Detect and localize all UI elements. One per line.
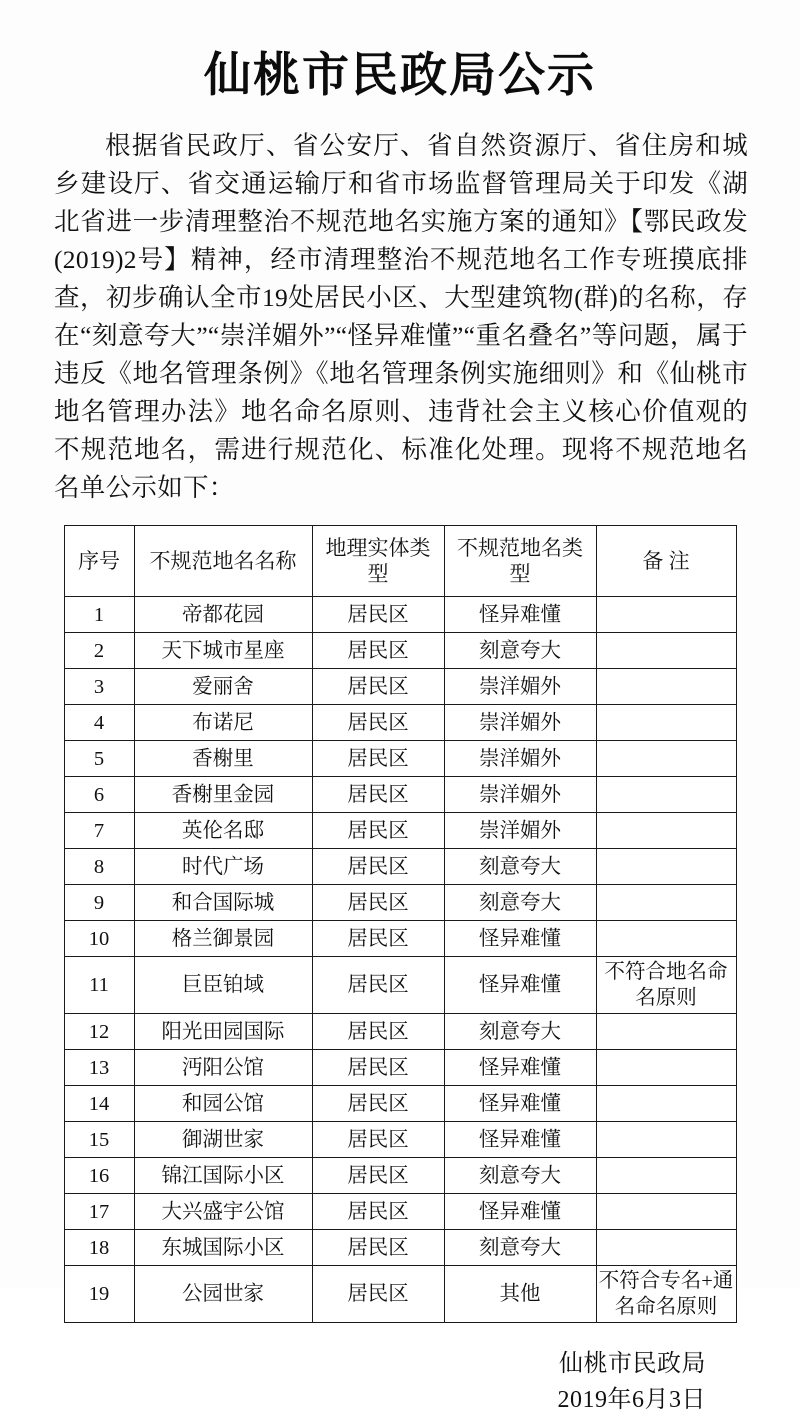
cell-entity-type: 居民区	[312, 669, 444, 705]
table-header	[64, 526, 736, 597]
cell-name: 巨臣铂域	[134, 957, 312, 1014]
table-row	[64, 813, 736, 849]
cell-remark	[596, 1158, 736, 1194]
cell-name: 御湖世家	[134, 1122, 312, 1158]
cell-index: 17	[64, 1194, 134, 1230]
table-row	[64, 849, 736, 885]
cell-index: 13	[64, 1050, 134, 1086]
cell-remark	[596, 921, 736, 957]
cell-name: 爱丽舍	[134, 669, 312, 705]
table-row	[64, 1266, 736, 1323]
cell-remark	[596, 777, 736, 813]
cell-entity-type: 居民区	[312, 1158, 444, 1194]
table-row	[64, 741, 736, 777]
cell-issue-type: 刻意夸大	[444, 633, 596, 669]
cell-issue-type: 怪异难懂	[444, 1050, 596, 1086]
column-header-issue: 不规范地名类型	[444, 526, 596, 597]
cell-remark	[596, 885, 736, 921]
cell-entity-type: 居民区	[312, 1266, 444, 1323]
cell-index: 15	[64, 1122, 134, 1158]
cell-index: 16	[64, 1158, 134, 1194]
cell-index: 5	[64, 741, 134, 777]
table-row	[64, 1050, 736, 1086]
notice-paragraph: 根据省民政厅、省公安厅、省自然资源厅、省住房和城乡建设厅、省交通运输厅和省市场监督管理局关于印发《湖北省进一步清理整治不规范地名实施方案的通知》【鄂民政发(2019)2号】精神，经市清理整治不规范地名工作专班摸底排查，初步确认全市19处居民小区、大型建筑物(群)的名称，存在“刻意夸大”“崇洋媚外”“怪异难懂”“重名叠名”等问题，属于违反《地名管理条例》《地名管理条例实施细则》和《仙桃市地名管理办法》地名命名原则、违背社会主义核心价值观的不规范地名，需进行规范化、标准化处理。现将不规范地名名单公示如下：	[54, 131, 748, 502]
cell-issue-type: 怪异难懂	[444, 1194, 596, 1230]
column-header-remark: 备 注	[596, 526, 736, 597]
cell-remark	[596, 813, 736, 849]
cell-remark	[596, 1230, 736, 1266]
cell-name: 香榭里金园	[134, 777, 312, 813]
cell-entity-type: 居民区	[312, 921, 444, 957]
table-header-row	[64, 526, 736, 597]
cell-index: 14	[64, 1086, 134, 1122]
cell-index: 10	[64, 921, 134, 957]
cell-remark	[596, 1122, 736, 1158]
cell-remark	[596, 633, 736, 669]
cell-name: 东城国际小区	[134, 1230, 312, 1266]
cell-index: 8	[64, 849, 134, 885]
cell-entity-type: 居民区	[312, 633, 444, 669]
table-row	[64, 885, 736, 921]
cell-remark	[596, 741, 736, 777]
cell-entity-type: 居民区	[312, 705, 444, 741]
cell-name: 帝都花园	[134, 597, 312, 633]
cell-issue-type: 怪异难懂	[444, 1086, 596, 1122]
cell-index: 18	[64, 1230, 134, 1266]
cell-issue-type: 刻意夸大	[444, 1158, 596, 1194]
cell-remark: 不符合地名命名原则	[596, 957, 736, 1014]
cell-entity-type: 居民区	[312, 885, 444, 921]
cell-remark	[596, 1050, 736, 1086]
cell-name: 锦江国际小区	[134, 1158, 312, 1194]
cell-index: 11	[64, 957, 134, 1014]
cell-remark	[596, 705, 736, 741]
cell-entity-type: 居民区	[312, 1086, 444, 1122]
cell-issue-type: 崇洋媚外	[444, 705, 596, 741]
cell-issue-type: 崇洋媚外	[444, 669, 596, 705]
cell-name: 和合国际城	[134, 885, 312, 921]
cell-entity-type: 居民区	[312, 597, 444, 633]
column-header-index: 序号	[64, 526, 134, 597]
table-row	[64, 1158, 736, 1194]
table-body	[64, 597, 736, 1323]
cell-issue-type: 崇洋媚外	[444, 741, 596, 777]
table-row	[64, 1014, 736, 1050]
cell-entity-type: 居民区	[312, 741, 444, 777]
table-row	[64, 957, 736, 1014]
table-row	[64, 705, 736, 741]
cell-index: 9	[64, 885, 134, 921]
cell-index: 3	[64, 669, 134, 705]
table-row	[64, 777, 736, 813]
cell-name: 布诺尼	[134, 705, 312, 741]
table-row	[64, 597, 736, 633]
cell-index: 7	[64, 813, 134, 849]
cell-issue-type: 怪异难懂	[444, 921, 596, 957]
cell-remark	[596, 1086, 736, 1122]
cell-remark	[596, 597, 736, 633]
cell-entity-type: 居民区	[312, 1230, 444, 1266]
signature-organization: 仙桃市民政局	[559, 1351, 706, 1377]
cell-issue-type: 其他	[444, 1266, 596, 1323]
cell-name: 公园世家	[134, 1266, 312, 1323]
signature-date: 2019年6月3日	[557, 1387, 706, 1413]
cell-entity-type: 居民区	[312, 1014, 444, 1050]
cell-name: 大兴盛宇公馆	[134, 1194, 312, 1230]
table-row	[64, 1194, 736, 1230]
page-title: 仙桃市民政局公示	[204, 48, 596, 103]
cell-entity-type: 居民区	[312, 957, 444, 1014]
cell-name: 和园公馆	[134, 1086, 312, 1122]
cell-index: 1	[64, 597, 134, 633]
cell-entity-type: 居民区	[312, 1122, 444, 1158]
cell-issue-type: 刻意夸大	[444, 885, 596, 921]
cell-name: 英伦名邸	[134, 813, 312, 849]
cell-remark: 不符合专名+通名命名原则	[596, 1266, 736, 1323]
cell-issue-type: 崇洋媚外	[444, 777, 596, 813]
cell-issue-type: 刻意夸大	[444, 849, 596, 885]
cell-index: 4	[64, 705, 134, 741]
cell-entity-type: 居民区	[312, 813, 444, 849]
table-row	[64, 1086, 736, 1122]
cell-issue-type: 刻意夸大	[444, 1014, 596, 1050]
cell-name: 天下城市星座	[134, 633, 312, 669]
column-header-entity: 地理实体类型	[312, 526, 444, 597]
table-row	[64, 921, 736, 957]
table-row	[64, 1122, 736, 1158]
cell-entity-type: 居民区	[312, 1050, 444, 1086]
cell-issue-type: 怪异难懂	[444, 1122, 596, 1158]
cell-issue-type: 刻意夸大	[444, 1230, 596, 1266]
cell-index: 6	[64, 777, 134, 813]
table-row	[64, 1230, 736, 1266]
cell-issue-type: 怪异难懂	[444, 597, 596, 633]
cell-name: 沔阳公馆	[134, 1050, 312, 1086]
cell-remark	[596, 1014, 736, 1050]
cell-issue-type: 怪异难懂	[444, 957, 596, 1014]
cell-issue-type: 崇洋媚外	[444, 813, 596, 849]
cell-remark	[596, 669, 736, 705]
table-row	[64, 633, 736, 669]
cell-index: 2	[64, 633, 134, 669]
table-row	[64, 669, 736, 705]
cell-name: 阳光田园国际	[134, 1014, 312, 1050]
column-header-name: 不规范地名名称	[134, 526, 312, 597]
cell-entity-type: 居民区	[312, 777, 444, 813]
cell-index: 12	[64, 1014, 134, 1050]
cell-index: 19	[64, 1266, 134, 1323]
cell-remark	[596, 849, 736, 885]
cell-name: 格兰御景园	[134, 921, 312, 957]
cell-name: 时代广场	[134, 849, 312, 885]
irregular-place-names-table	[64, 525, 737, 1323]
cell-entity-type: 居民区	[312, 1194, 444, 1230]
cell-entity-type: 居民区	[312, 849, 444, 885]
cell-remark	[596, 1194, 736, 1230]
signature-block	[48, 1347, 706, 1417]
cell-name: 香榭里	[134, 741, 312, 777]
